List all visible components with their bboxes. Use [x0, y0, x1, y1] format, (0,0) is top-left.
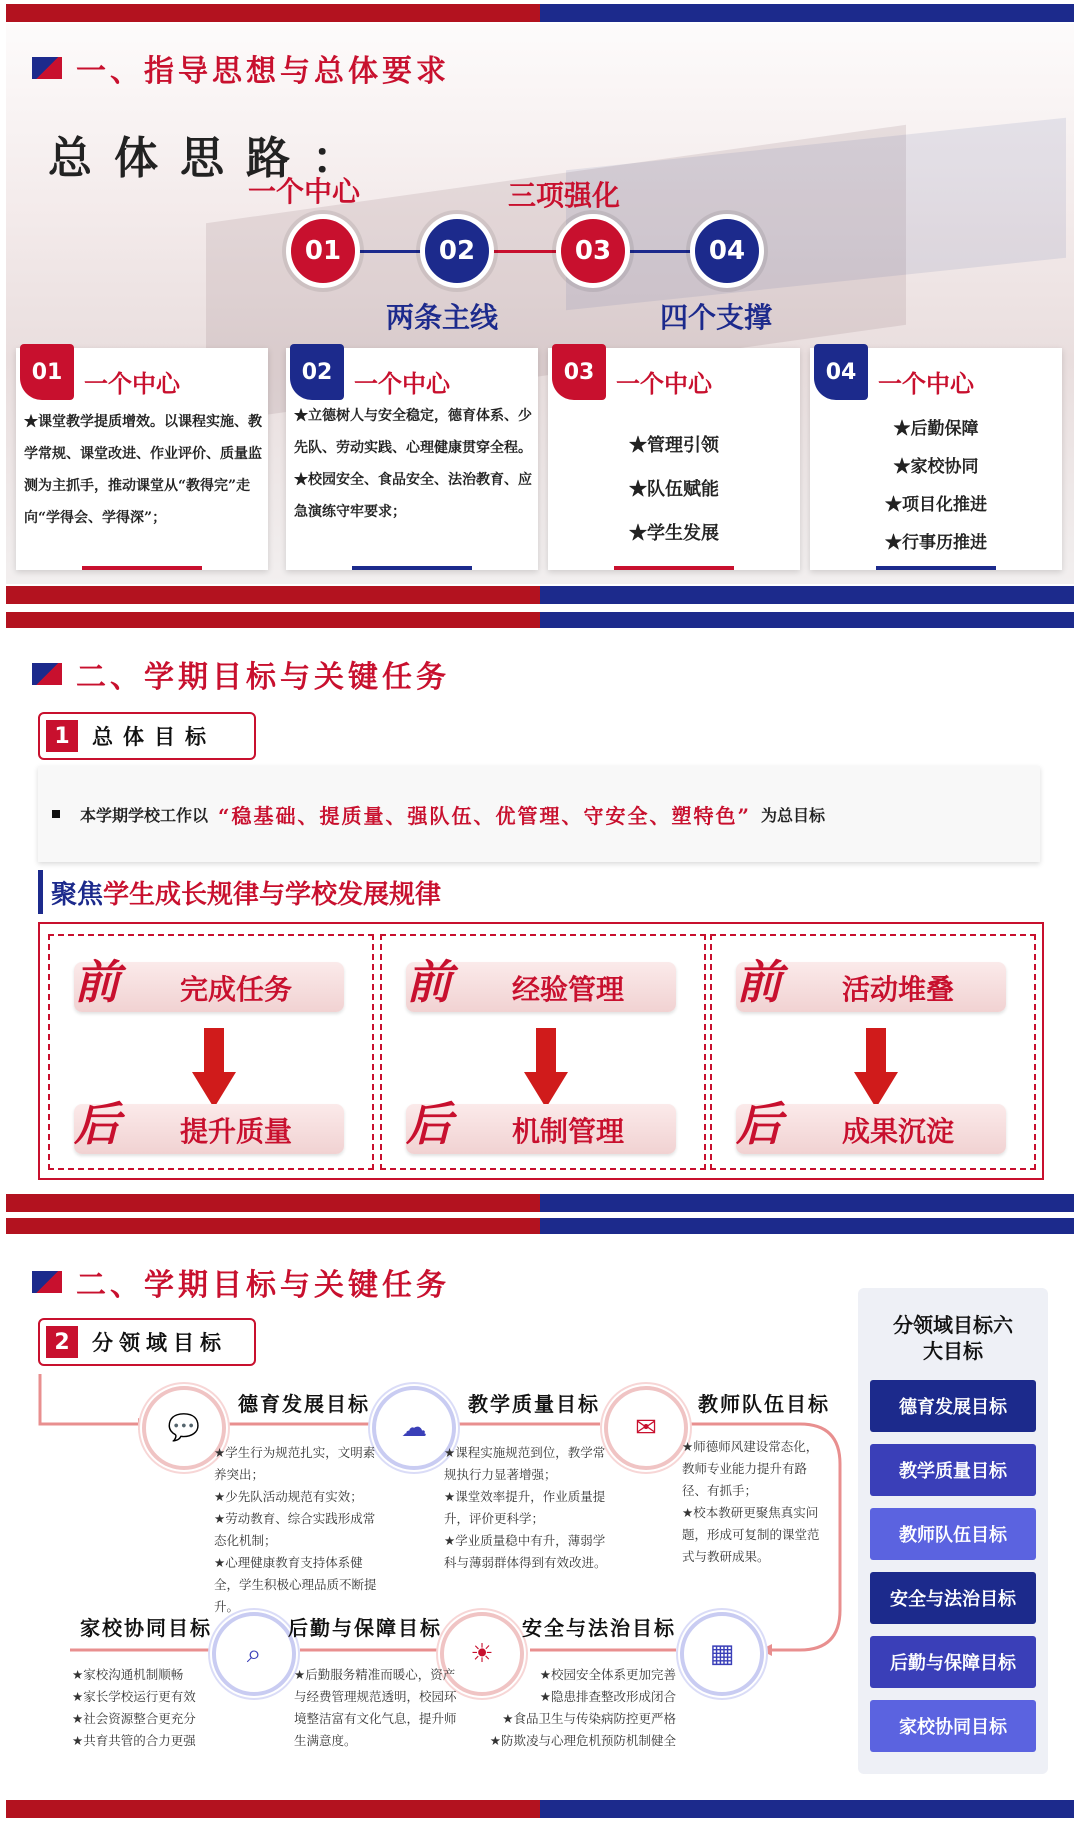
cloud-upload-icon: ☁ [372, 1386, 456, 1470]
tag-text: 总体目标 [92, 725, 216, 749]
step-desc-moral: ★学生行为规范扎实，文明素养突出； ★少先队活动规范有实效； ★劳动教育、综合实践形成常态化机制； ★心理健康教育支持体系健全，学生积极心理品质不断提升。 [214, 1445, 377, 1614]
after-char: 后 [736, 1097, 782, 1151]
after-text: 提升质量 [180, 1115, 293, 1148]
sidebar-item-home-school[interactable]: 家校协同目标 [870, 1700, 1036, 1752]
goal-suffix: 为总目标 [761, 805, 826, 825]
section2-heading: 二、学期目标与关键任务 [32, 654, 450, 694]
sidebar-item-teaching[interactable]: 教学质量目标 [870, 1444, 1036, 1496]
step-desc-safety: ★校园安全体系更加完善 ★隐患排查整改形成闭合 ★食品卫生与传染病防控更严格 ★防欺凌与心理危机预防机制健全 [489, 1667, 676, 1748]
section1-heading: 一、指导思想与总体要求 [32, 48, 450, 88]
card-body-line: ★校园安全、食品安全、法治教育、应急演练守牢要求； [294, 472, 532, 520]
card-list-item: ★学生发展 [629, 523, 719, 544]
card-body-line: ★立德树人与安全稳定，德育体系、少先队、劳动实践、心理健康贯穿全程。 [294, 408, 532, 456]
card-list-item: ★项目化推进 [885, 495, 987, 515]
after-text: 成果沉淀 [842, 1115, 955, 1148]
step-desc-teachers: ★师德师风建设常态化，教师专业能力提升有路径、有抓手； ★校本教研更聚焦真实问题，形成可复制的课堂范式与教研成果。 [682, 1439, 820, 1564]
after-char: 后 [74, 1097, 120, 1151]
down-arrow-icon [854, 1028, 898, 1108]
tag-number: 2 [46, 1326, 78, 1358]
label-two-lines: 两条主线 [386, 301, 499, 334]
section3-heading: 二、学期目标与关键任务 [32, 1262, 450, 1302]
label-four-supports: 四个支撑 [660, 301, 773, 334]
step-title-teaching: 教学质量目标 [468, 1392, 600, 1416]
card-number: 01 [20, 344, 74, 400]
card-list-item: ★后勤保障 [893, 419, 979, 439]
before-text: 完成任务 [180, 973, 293, 1006]
step-title-teachers: 教师队伍目标 [698, 1392, 830, 1416]
chat-bubble-icon: 💬 [142, 1386, 226, 1470]
before-char: 前 [74, 955, 120, 1009]
step-circle-03: 03 [556, 214, 630, 288]
step-desc-home-school: ★家校沟通机制顺畅 ★家长学校运行更有效 ★社会资源整合更充分 ★共育共管的合力更强 [72, 1667, 196, 1748]
before-text: 经验管理 [512, 973, 625, 1006]
card-list-item: ★队伍赋能 [629, 479, 719, 500]
before-text: 活动堆叠 [842, 973, 955, 1006]
calendar-icon: ▦ [680, 1612, 764, 1696]
lightbulb-icon: ☀ [440, 1612, 524, 1696]
before-char: 前 [406, 955, 452, 1009]
tag-text: 分领域目标 [92, 1331, 227, 1355]
step-desc-teaching: ★课程实施规范到位，教学常规执行力显著增强； ★课堂效率提升，作业质量提升，评价更科学； ★学业质量稳中有升，薄弱学科与薄弱群体得到有效改进。 [444, 1445, 607, 1570]
label-one-center: 一个中心 [248, 175, 361, 208]
step-circle-01: 01 [286, 214, 360, 288]
card-list-item: ★行事历推进 [885, 533, 987, 553]
step-title-logistics: 后勤与保障目标 [288, 1616, 442, 1640]
card-underline [876, 566, 996, 570]
focus-word: 聚焦 [51, 879, 104, 910]
card-list-item: ★家校协同 [893, 457, 979, 477]
card-list-item: ★管理引领 [629, 435, 719, 456]
search-icon: ⌕ [212, 1612, 296, 1696]
overall-idea-title: 总体思路： [48, 133, 378, 184]
card-title: 一个中心 [84, 369, 180, 398]
sidebar-item-teachers[interactable]: 教师队伍目标 [870, 1508, 1036, 1560]
sidebar-item-logistics[interactable]: 后勤与保障目标 [870, 1636, 1036, 1688]
card-number: 02 [290, 344, 344, 400]
card-title: 一个中心 [616, 369, 712, 398]
sidebar-heading: 分领域目标六 大目标 [893, 1313, 1013, 1363]
step-title-home-school: 家校协同目标 [80, 1616, 212, 1640]
tag-number: 1 [46, 720, 78, 752]
step-circle-02: 02 [420, 214, 494, 288]
after-text: 机制管理 [512, 1115, 625, 1148]
card-number: 03 [552, 344, 606, 400]
goal-quote: “稳基础、提质量、强队伍、优管理、守安全、塑特色” [218, 803, 752, 828]
goal-prefix: 本学期学校工作以 [80, 805, 209, 825]
card-body: ★课堂教学提质增效。以课程实施、教学常规、课堂改进、作业评价、质量监测为主抓手，推动课堂从“教得完”走向“学得会、学得深”； [24, 414, 262, 526]
card-number: 04 [814, 344, 868, 400]
step-title-moral: 德育发展目标 [238, 1392, 370, 1416]
label-three-strengthen: 三项强化 [508, 179, 621, 212]
before-char: 前 [736, 955, 782, 1009]
after-char: 后 [406, 1097, 452, 1151]
message-icon: ✉ [604, 1386, 688, 1470]
sidebar-item-moral[interactable]: 德育发展目标 [870, 1380, 1036, 1432]
step-circle-04: 04 [690, 214, 764, 288]
sidebar-item-safety[interactable]: 安全与法治目标 [870, 1572, 1036, 1624]
step-desc-logistics: ★后勤服务精准而暖心，资产与经费管理规范透明，校园环境整洁富有文化气息，提升师生满意度。 [294, 1667, 457, 1748]
domain-goal-sidebar [858, 1288, 1048, 1774]
card-title: 一个中心 [354, 369, 450, 398]
focus-phrase: 学生成长规律与学校发展规律 [103, 879, 442, 910]
bottom-band [6, 1800, 1074, 1818]
step-title-safety: 安全与法治目标 [522, 1616, 676, 1640]
card-title: 一个中心 [878, 369, 974, 398]
